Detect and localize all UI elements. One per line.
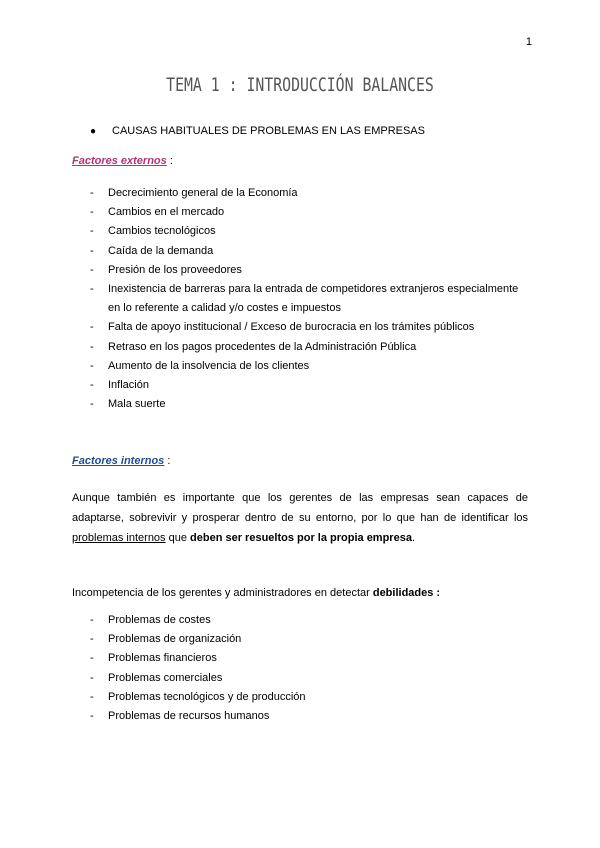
dash-marker: -: [90, 710, 94, 723]
paragraph-underlined: problemas internos: [72, 532, 166, 544]
dash-marker: -: [90, 244, 94, 257]
list-item: [90, 395, 530, 414]
list-item: [90, 280, 530, 318]
internal-factors-heading: [72, 455, 170, 467]
dash-marker: -: [90, 263, 94, 276]
list-item: [90, 707, 530, 726]
list-item-text: Problemas de costes: [108, 614, 211, 626]
list-item-text: Falta de apoyo institucional / Exceso de burocracia en los trámites públicos: [108, 321, 475, 334]
list-item: [90, 669, 530, 688]
list-item-text: Problemas de organización: [108, 633, 242, 646]
list-item-text: Caída de la demanda: [108, 244, 214, 257]
dash-marker: -: [90, 187, 94, 199]
list-item-text: Problemas financieros: [108, 652, 217, 665]
list-item-text: Retraso en los pagos procedentes de la Administración Pública: [108, 340, 417, 353]
list-item: [90, 261, 530, 280]
bullet-heading: [90, 125, 425, 137]
dash-marker: -: [90, 321, 94, 334]
dash-marker: -: [90, 283, 94, 296]
dash-marker: -: [90, 633, 94, 646]
incompetence-bold: debilidades :: [372, 587, 441, 599]
dash-marker: -: [90, 614, 94, 626]
internal-factors-suffix: :: [164, 455, 171, 467]
list-item: [90, 649, 530, 668]
list-item: [90, 338, 530, 357]
dash-marker: -: [90, 206, 94, 219]
paragraph-text-1: Aunque también es importante que los gerentes de las empresas sean capaces de adaptarse, sobrevivir y prosperar dentro de su entorno, por lo que han de identificar los: [72, 492, 528, 524]
list-item-text: Cambios tecnológicos: [108, 225, 216, 238]
dash-marker: -: [90, 398, 94, 411]
internal-problems-list: [90, 611, 530, 726]
list-item: [90, 357, 530, 376]
list-item: [90, 203, 530, 222]
list-item: [90, 688, 530, 707]
list-item-text: Aumento de la insolvencia de los clientes: [108, 359, 310, 372]
paragraph-end: .: [411, 532, 416, 544]
list-item: [90, 630, 530, 649]
bullet-dot-icon: ●: [90, 126, 97, 137]
internal-factors-label: Factores internos: [72, 455, 165, 467]
list-item: [90, 318, 530, 337]
dash-marker: -: [90, 359, 94, 372]
list-item: [90, 611, 530, 630]
list-item-text: Problemas tecnológicos y de producción: [108, 690, 306, 703]
list-item-text: Problemas comerciales: [108, 671, 223, 684]
incompetence-text: Incompetencia de los gerentes y administradores en detectar: [72, 587, 373, 599]
bullet-heading-text: CAUSAS HABITUALES DE PROBLEMAS EN LAS EMPRESAS: [112, 125, 425, 137]
list-item-text: Inflación: [108, 379, 149, 392]
paragraph-text-2: que: [165, 532, 191, 544]
list-item-text: Problemas de recursos humanos: [108, 710, 270, 723]
incompetence-line: [72, 587, 440, 599]
dash-marker: -: [90, 690, 94, 703]
list-item: [90, 222, 530, 241]
external-factors-label: Factores externos: [72, 155, 167, 167]
dash-marker: -: [90, 652, 94, 665]
list-item-text: Mala suerte: [108, 398, 166, 411]
list-item: [90, 242, 530, 261]
external-factors-heading: [72, 155, 173, 167]
external-factors-suffix: :: [166, 155, 173, 167]
dash-marker: -: [90, 671, 94, 684]
dash-marker: -: [90, 225, 94, 238]
list-item: [90, 376, 530, 395]
external-factors-list: [90, 184, 530, 414]
page-number: 1: [525, 36, 532, 48]
list-item-text: Presión de los proveedores: [108, 263, 242, 276]
dash-marker: -: [90, 379, 94, 392]
paragraph-bold: deben ser resueltos por la propia empresa: [190, 532, 412, 544]
internal-factors-paragraph: [72, 488, 528, 548]
list-item: [90, 184, 530, 203]
list-item-text: Decrecimiento general de la Economía: [108, 187, 298, 199]
page-title: TEMA 1 : INTRODUCCIÓN BALANCES: [166, 74, 434, 96]
list-item-text: Cambios en el mercado: [108, 206, 225, 219]
dash-marker: -: [90, 340, 94, 353]
list-item-text: Inexistencia de barreras para la entrada de competidores extranjeros especialmente en lo referente a calidad y/o costes e impuestos: [108, 283, 519, 315]
